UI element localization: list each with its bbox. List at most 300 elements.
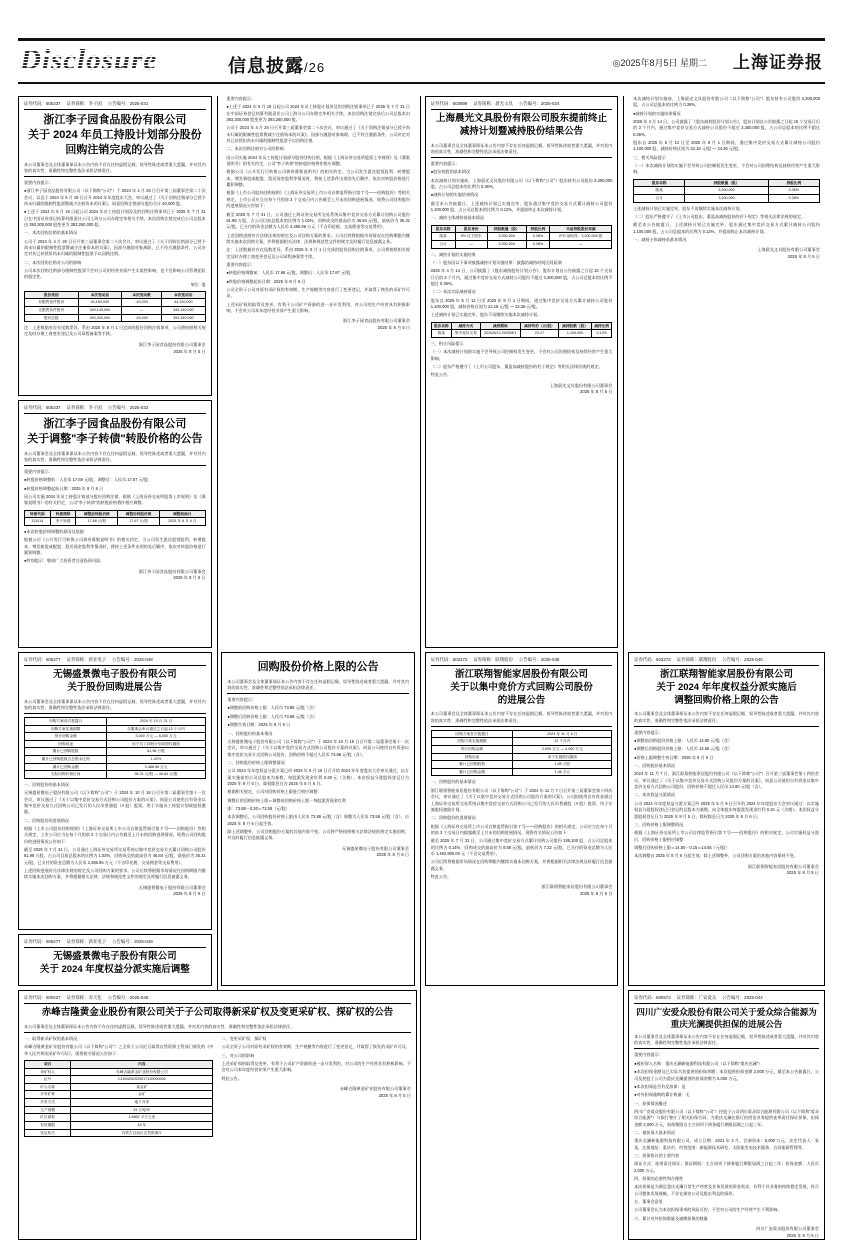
legal-statement: 本公司董事会及全体董事保证本公告内容不存在任何虚假记载、误导性陈述或者重大遗漏，并对其内容的真实性、准确性和完整性依法承担法律责任。 [24, 162, 206, 177]
paragraph: ●本次转股价格调整的原因及依据 [24, 528, 84, 534]
row-header: 矿山名称 [25, 1083, 71, 1091]
paragraph: 上述回购进展符合法律法规的规定及公司回购方案的要求。公司后续将根据市场情况在回购期限内继续实施本次回购方案，并将根据相关法律、法规和规范性文件的规定及时履行信息披露义务。 [226, 232, 411, 244]
paragraph: 二、本次回购注销对公司的影响 [24, 259, 82, 265]
paragraph: 截至本公告披露日，上述减持计划已实施完毕，股东通过集中竞价交易方式累计减持公司股份 1,100,000 股，占公司总股本的比例为 0.12%，并提前终止本次减持计划。 [633, 222, 820, 234]
paragraph: 五、董事会意见 [634, 1199, 663, 1204]
article-mgstationery-reduction [425, 96, 619, 648]
table-row [25, 1121, 213, 1129]
paragraph: 四、担保的必要性和合理性 [634, 1175, 684, 1181]
cell: 2024 年 11 月 8 日 [513, 730, 612, 738]
security-name: 证券简称：李子园 [66, 405, 102, 410]
masthead-brand-cn [228, 52, 325, 78]
paragraph: 根据《上海证券交易所上市公司自律监管指引第 7 号——回购股份》的相关规定，公司应当在每个月的前 3 个交易日内披露截至上月末的回购进展情况，现将有关情况公告如下： [430, 823, 613, 835]
paragraph: 根据公司《公开发行可转换公司债券募集说明书》的相关约定，当公司发生派送股票股利、转增股本、增发新股或配股、派送现金股利等情况时，将按上述条件出现的先后顺序，依次对转股价格进行累积调整。 [24, 537, 206, 555]
column-header: 股东名称 [431, 322, 451, 330]
paragraph: ●浙江李子园食品股份有限公司（以下简称"公司"）于 2024 年 4 月 26 日召开第三届董事会第二十次会议、以及于 2024 年 5 月 19 日召开 2024 年年度股东大会，审议通过了《关于回购注销部分已授予尚未归属的限制性股票暨减少注册资本的议案》，同意回购注销部分股份合计 40,000 股。 [24, 188, 206, 206]
cell: 12 个月内 [513, 738, 612, 746]
paragraph: 二、减持计划的实施结果 [430, 251, 476, 257]
cell: 用于员工持股计划或股权激励 [107, 740, 205, 748]
signature: 四川广安爱众股份有限公司董事会 2025 年 8 月 5 日 [756, 1226, 819, 1238]
paragraph: 调整后回购价格上限＝14.80－0.15＝14.65（元/股） [634, 844, 730, 850]
security-code: 证券代码：603899 [430, 101, 468, 106]
row-header: 回购方案首次披露日 [25, 717, 107, 725]
row-header: 开采方式 [25, 1099, 71, 1107]
announcement-no: 公告编号：2025-048 [112, 657, 153, 662]
row-header: 预计回购金额 [25, 733, 107, 741]
table-row [431, 330, 612, 338]
paragraph: 特此公告。 [430, 873, 452, 879]
table-row [25, 740, 206, 748]
paragraph: （二）股东严格遵守了《上市公司股东、董监高减持股份的若干规定》等相关法律法规的规定。 [430, 363, 603, 369]
table-row [431, 730, 612, 738]
column-header: 本次变动数 [122, 291, 162, 299]
paragraph: 因公司实施 2024 年员工持股计划部分股份回购注销，根据《上海证券交易所股票上市规则》及《募集说明书》的有关约定，公司"李子转债"的转股价格将作相应调整。 [226, 154, 411, 167]
paragraph: 重庆光澜新能源科技有限公司，成立日期：2021 年 3 月，注册资本：5,000 万元，法定代表人：张某，注册地址：重庆市，经营范围：新能源技术研发、太阳能发电技术服务、合同能源管理等。 [634, 1138, 819, 1150]
cell: 赤峰吉隆黄金矿业股份有限公司 [71, 1068, 213, 1076]
column-header: 股东名称 [634, 179, 685, 187]
article-code-line [24, 657, 206, 666]
column-header: 股东身份 [455, 225, 487, 233]
paragraph: 二、回购股份的进展情况 [430, 815, 476, 821]
article-code-line [24, 939, 206, 948]
table-row [25, 756, 206, 764]
paragraph: 上述采矿权的取得及变更，有利于公司矿产资源的进一步开发利用，对公司的生产经营具有积极影响，不会对公司本年度经营业绩产生重大影响。 [221, 1060, 411, 1073]
row-header: 累计已回购股数占总股本比例 [25, 756, 107, 764]
column-header: 减持股数（股） [559, 322, 592, 330]
row-header: 矿区面积 [25, 1114, 71, 1122]
article-title: 四川广安爱众股份有限公司关于爱众综合能源为重庆光澜提供担保的进展公告 [636, 1007, 817, 1029]
cell: 合计 [431, 240, 455, 248]
table-row [431, 761, 612, 769]
paragraph: 2025 年 4 月 14 日，公司披露了《股东减持股份计划公告》，股东计划自公告披露之日起 15 个交易日后的 3 个月内，通过集中竞价交易方式减持公司股份不超过 3,300,000 股，占公司总股本的比例不超过 0.36%。 [430, 268, 613, 286]
paragraph: 公司 2024 年年度权益分派方案已经 2025 年 5 月 9 日召开的 2024 年年度股东大会审议通过：以实施权益分派股权登记日登记的总股本为基数，向全体股东每股派发现金红利 0.15 元（含税）。本次权益分派股权登记日为 2025 年 8 月 5 日，除权除息日为 2025 年 8 月 6 日。 [634, 800, 819, 819]
legal-statement: 本公司董事会及全体董事保证本公告内容不存在任何虚假记载、误导性陈述或者重大遗漏，并对其内容的真实性、准确性和完整性依法承担法律责任。 [24, 699, 206, 714]
paragraph: 根据《上市公司股份回购规则》《上海证券交易所上市公司自律监管指引第 7 号——回购股份》等相关规定，上市公司应当在每个月的前 3 个交易日内公告截至上月末的回购进展情况。现将公司回购股份的进展情况公告如下： [24, 825, 206, 844]
paragraph: 二、本次回购注销对公司的影响 [226, 146, 284, 152]
paragraph: 一、回购股份基本情况 [634, 763, 676, 769]
paragraph: 上述减持计划已实施完毕，股东不再继续实施本次减持计划。 [633, 205, 744, 211]
conversion-price-table [24, 510, 206, 526]
paragraph: 无锡盛景微电子股份有限公司（以下简称"公司"）于 2024 年 10 月 18 日召开第二届董事会第十一次会议，审议通过了《关于以集中竞价交易方式回购公司股份方案的议案》，同意公司使用自有资金以集中竞价交易方式回购公司已发行的人民币普通股（A 股）股票，用于实施员工持股计划或股权激励。 [24, 790, 206, 815]
security-name: 证券简称：联翔股份 [676, 657, 717, 662]
column-header: 减持方式 [452, 322, 481, 330]
signature: 无锡盛景微电子股份有限公司董事会 2025 年 8 月 5 日 [342, 845, 410, 858]
cell: 0.36% [526, 240, 550, 248]
cell: 3,300,000 [487, 240, 526, 248]
article-title: 无锡盛景微电子股份有限公司 关于股份回购进展公告 [53, 669, 177, 693]
page-grid [18, 96, 825, 1240]
paragraph: 重要内容提示： [226, 261, 256, 267]
column-header: 转债简称 [50, 510, 76, 518]
paragraph: 一、回购股份的基本情况 [24, 781, 70, 787]
cell: 0.36% [768, 195, 819, 203]
security-name: 证券简称：晨光文具 [473, 101, 513, 106]
article-liziyuan-continued [221, 96, 415, 648]
column-2 [221, 96, 415, 1240]
column-header: 当前持股股份来源 [550, 225, 612, 233]
paragraph: 截至 2025 年 7 月 31 日，公司通过上海证券交易所交易系统以集中竞价交易方式累计回购公司股份 81.98 万股，占公司目前总股本的比例为 1.02%，回购成交的最高价为 46.84 元/股，最低价为 36.31 元/股，已支付的资金总额为人民币 3,486.96 万元（不含印花税、交易佣金等交易费用）。 [226, 211, 411, 230]
cell: 349,140,000 [78, 306, 122, 314]
cell: 0.12% [592, 330, 612, 338]
cell: 内蒙古自治区自然资源厅 [71, 1129, 213, 1137]
paragraph: 重要内容提示： [24, 179, 53, 185]
paragraph: （二）本次实际减持情况 [430, 289, 476, 295]
paragraph: 重要内容提示： [634, 1052, 663, 1058]
paragraph: 上述减持计划已实施完毕，股东不再继续实施本次减持计划。 [430, 312, 542, 318]
table-row [25, 314, 206, 322]
table-row [25, 1068, 213, 1076]
paragraph: 公司全资子公司对原有采矿权的有效期、生产规模等内容进行了变更登记，并取得了换发的采矿许可证。 [221, 1044, 410, 1050]
paragraph: ●调整前回购股份价格上限：人民币 14.80 元/股（含） [634, 738, 733, 744]
paragraph: ●对外担保逾期的累计数量：无 [634, 1092, 690, 1098]
cell: 1.02% [107, 756, 205, 764]
cell: C1504002025017120000000 [71, 1076, 213, 1084]
reduction-result-table [431, 322, 613, 338]
masthead [18, 38, 825, 84]
legal-statement: 本公司董事会及全体董事保证本公告内容不存在任何虚假记载、误导性陈述或者重大遗漏，并对其内容的真实性、准确性和完整性依法承担法律责任。 [634, 1034, 819, 1049]
paragraph: 本次调整后，公司回购股份价格上限由人民币 73.88 元/股（含）调整为人民币 73.58 元/股（含），自 2025 年 8 月 6 日起生效。 [227, 814, 410, 826]
column-header: 项目 [25, 1060, 71, 1068]
paragraph: 即：73.88－0.30＝73.58（元/股） [227, 805, 290, 811]
cell: -40,000 [122, 314, 162, 322]
cell: 1,100,000 [559, 330, 592, 338]
paragraph: 一、本次回购注销的基本情况 [24, 230, 78, 236]
cell: — [550, 240, 612, 248]
signature: 上海晨光文具股份有限公司董事会 2025 年 8 月 5 日 [757, 247, 820, 260]
cell: 3,000 万元 — 6,000 万元 [107, 733, 205, 741]
column-header: 调整前转股价格 [76, 510, 118, 518]
cell: 陈某 [634, 187, 685, 195]
cell: 李子转债 [50, 518, 76, 526]
paragraph: ●本次担保金额及已实际为其提供的担保余额：本次提供担保金额 2,000 万元，截至本公告披露日，公司及控股子公司为重庆光澜提供的担保余额为 5,000 万元。 [634, 1069, 819, 1081]
security-name: 证券简称：新亚电子 [66, 939, 107, 944]
table-row [25, 1114, 213, 1122]
paragraph: 六、累计对外担保数量及逾期担保的数量 [634, 1215, 708, 1221]
security-code: 证券代码：603272 [634, 657, 671, 662]
signature: 浙江联翔智能家居股份有限公司董事会 2025 年 8 月 5 日 [747, 863, 819, 876]
article-code-line [24, 405, 206, 414]
column-header: 本次变动后 [161, 291, 205, 299]
cell: 81,98 万股 [107, 748, 205, 756]
table-row [25, 1091, 213, 1099]
table-row [25, 733, 206, 741]
column-header: 本次变动前 [78, 291, 122, 299]
table-row [431, 753, 612, 761]
cell: 393,260,000 [161, 314, 205, 322]
column-header: 持股数量（股） [685, 179, 768, 187]
paragraph: 一、取得新采矿权的基本情况 [24, 1035, 78, 1041]
cell: — [455, 240, 487, 248]
cell: 36.31 元/股 — 46.84 元/股 [107, 771, 205, 779]
article-code-line [24, 101, 206, 110]
table-row [25, 1076, 213, 1084]
signature: 浙江李子园食品股份有限公司董事会 2025 年 8 月 5 日 [138, 568, 206, 581]
announcement-no: 公告编号：2025-031 [107, 101, 149, 106]
paragraph: 重要内容提示： [634, 729, 663, 735]
table-row [25, 771, 206, 779]
column-header: 股份类别 [25, 291, 79, 299]
article-buyback-price-cap [221, 652, 415, 986]
cell: 金矿 [71, 1091, 213, 1099]
cell: 自董事会审议通过之日起 12 个月内 [107, 725, 205, 733]
masthead-paper-name: 上海证券报 [733, 53, 823, 72]
paragraph: 一、减持主体减持前基本情况 [430, 215, 484, 221]
article-title: 浙江李子园食品股份有限公司 关于调整"李子转债"转股价格的公告 [27, 418, 203, 445]
cell: IPO 前取得：3,300,000 股 [550, 233, 612, 241]
cell: 3,486.96 万元 [107, 763, 205, 771]
paragraph: 股东自 2025 年 5 月 12 日至 2025 年 8 月 1 日期间，通过集中竞价交易方式累计减持公司股份 1,100,000 股，减持价格区间为 22.18 元/股 — 24.36 元/股。 [430, 297, 613, 309]
row-header: 证号 [25, 1076, 71, 1084]
column-header: 调整后转股价格 [118, 510, 160, 518]
cell: 17.67 元/股 [118, 518, 160, 526]
table-row [431, 233, 612, 241]
cell: 44,120,000 [161, 299, 205, 307]
paragraph: 因公司实施 2024 年员工持股计划部分股份回购注销，根据《上海证券交易所股票上市规则》及《募集说明书》的有关约定，公司"李子转债"的转股价格将作相应调整。 [24, 494, 206, 506]
row-header: 发证机关 [25, 1129, 71, 1137]
table-row [25, 717, 206, 725]
table-row [431, 745, 612, 753]
row-header: 累计已回购金额 [431, 768, 513, 776]
paragraph: 公司于 2024 年 4 月 26 日召开第三届董事会第二十次会议，审议通过了《关于回购注销部分已授予尚未归属的限制性股票暨减少注册资本的议案》，因部分激励对象离职，已不符合激励条件，公司决定对其已获授但尚未归属的限制性股票予以回购注销。 [24, 238, 206, 257]
cell: — [122, 306, 162, 314]
paragraph: 根据相关规定，公司对回购价格上限进行相应调整： [227, 789, 322, 795]
column-header: 调整起始日 [159, 510, 205, 518]
paragraph: ●被担保人名称：重庆光澜新能源科技有限公司（以下简称"重庆光澜"） [634, 1060, 763, 1066]
paragraph: 四川广安爱众股份有限公司（以下简称"公司"）控股子公司四川爱众综合能源有限公司（以下简称"爱众综合能源"）与银行签订了相关担保合同，为重庆光澜在银行的授信业务提供连带责任保证担保，担保金额 2,000 万元，担保期限自主合同项下债务履行期限届满之日起三年。 [634, 1108, 819, 1127]
announcement-no: 公告编号：2025-049 [112, 939, 153, 944]
cell: 3,300,000 [487, 233, 526, 241]
article-title: 上海晨光文具股份有限公司股东提前终止减持计划暨减持股份结果公告 [436, 113, 608, 137]
cell: 2025 年 8 月 6 日 [159, 518, 205, 526]
signature: 浙江联翔智能家居股份有限公司董事会 2025 年 8 月 5 日 [541, 884, 613, 896]
paragraph: 2025 年 4 月 14 日，公司披露了《股东减持股份计划公告》，股东计划自公告披露之日起 15 个交易日后的 3 个月内，通过集中竞价交易方式减持公司股份不超过 3,300,000 股，占公司总股本的比例不超过 0.36%。 [633, 119, 820, 137]
paragraph: （一）股东因以下事项披露减持计划实施结果：披露的减持时间区间届满 [430, 259, 562, 265]
share-change-table [24, 291, 206, 323]
security-code: 证券代码：605277 [24, 939, 61, 944]
masthead-date: ◎2025年8月5日 星期二 [612, 58, 707, 68]
paragraph: 注：上述数据若存在尾数差异，系由 2025 年 8 月 1 日完成的股份回购注销事项，公司将按照相关规定及时办理工商变更登记及公司章程备案等手续。 [226, 247, 411, 259]
row-header: 回购方案实施期限 [431, 738, 513, 746]
cell: 3,300,000 [685, 195, 768, 203]
signature: 上海晨光文具股份有限公司董事会 2025 年 8 月 5 日 [549, 382, 613, 395]
signature: 赤峰吉隆黄金矿业股份有限公司董事会 2025 年 8 月 5 日 [339, 1086, 411, 1098]
cell: 2024 年 10 月 21 日 [107, 717, 205, 725]
article-liziyuan-buyback [18, 96, 212, 396]
paragraph: ●转股价格调整起始日期：2025 年 8 月 6 日 [226, 278, 306, 284]
cell: 0.36% [768, 187, 819, 195]
paragraph: 二、本次权益分派情况 [634, 792, 676, 798]
paragraph: 二、回购股份价格上限调整情况 [227, 759, 285, 765]
legal-statement: 本公司董事会及全体董事保证本公告内容不存在任何虚假记载、误导性陈述或者重大遗漏，并对其内容的真实性、准确性和完整性依法承担法律责任。 [24, 1024, 411, 1033]
paragraph: 截至 2025 年 7 月 31 日，公司通过集中竞价交易方式累计回购公司股份 185,100 股，占公司总股本的比例为 0.14%，回购成交的最高价为 8.58 元/股，最低价为 7.22 元/股，已支付的资金总额为人民币 1,462,900.00 元（不含交易费用）。 [430, 838, 613, 856]
paragraph: 本次减持计划实施前，上海晨光文具股份有限公司（以下简称"公司"）股东持有公司股份 3,300,000 股，占公司总股本的比例为 0.36%。 [633, 96, 820, 108]
cell: 3,300,000 [685, 187, 768, 195]
cell: 1.9852 平方公里 [71, 1114, 213, 1122]
announcement-no: 公告编号：2025-044 [722, 995, 763, 1000]
legal-statement: 本公司董事会及全体董事保证本公告内容不存在任何虚假记载、误导性陈述或者重大遗漏，并对其内容的真实性、准确性和完整性依法承担法律责任。 [634, 711, 819, 726]
signature: 浙江李子园食品股份有限公司董事会 2025 年 8 月 5 日 [343, 318, 411, 331]
row-header: 预计回购金额 [431, 745, 513, 753]
cell: 15 年 [71, 1121, 213, 1129]
paragraph: 股东自 2025 年 5 月 12 日至 2025 年 8 月 1 日期间，通过集中竞价交易方式累计减持公司股份 1,100,000 股，减持价格区间为 22.18 元/股 — 24.36 元/股。 [633, 140, 820, 152]
table-row [25, 518, 206, 526]
table-unit: 单位：股 [190, 282, 206, 287]
cell: 合计 [634, 195, 685, 203]
announcement-no: 公告编号：2025-024 [518, 101, 560, 106]
article-title: 浙江联翔智能家居股份有限公司 关于以集中竞价方式回购公司股份 的进展公告 [450, 669, 593, 706]
legal-statement: 本公司董事会及全体董事保证本公告内容不存在任何虚假记载、误导性陈述或者重大遗漏，并对其内容的真实性、准确性和完整性依法承担法律责任。 [227, 679, 409, 694]
column-header: 减持比例 [592, 322, 612, 330]
cell: 0.36% [526, 233, 550, 241]
masthead-page-label: /26 [304, 60, 326, 75]
legal-statement: 本公司董事会及全体董事保证本公告内容不存在任何虚假记载、误导性陈述或者重大遗漏，并对其内容的真实性、准确性和完整性依法承担法律责任。 [431, 143, 613, 158]
row-header: 实际回购价格区间 [25, 771, 107, 779]
cell: 5% 以下股东 [455, 233, 487, 241]
article-code-line [431, 657, 613, 666]
paragraph: ●减持计划的实施结果情况 [633, 110, 681, 116]
paragraph: 三、对公司的影响 [221, 1052, 255, 1058]
shareholder-detail-table [633, 179, 820, 203]
article-lianxiang-price-adjust [628, 652, 825, 986]
paragraph: ●调整前回购价格上限：人民币 73.88 元/股（含） [227, 705, 318, 711]
column-4 [628, 96, 825, 1240]
cell: 17.68 元/股 [76, 518, 118, 526]
paragraph: 本次减持计划实施前，上海晨光文具股份有限公司（以下简称"公司"）股东持有公司股份 3,300,000 股，占公司总股本的比例为 0.36%。 [430, 177, 613, 189]
cell: 2025/5/12-2025/8/1 [480, 330, 520, 338]
paragraph: 上述采矿权的取得及变更，有利于公司矿产资源的进一步开发利用，对公司的生产经营具有积极影响，不会对公司本年度经营业绩产生重大影响。 [226, 301, 411, 313]
article-title: 回购股份价格上限的公告 [257, 661, 379, 673]
row-header: 回购方案实施期限 [25, 725, 107, 733]
column-header: 内容 [71, 1060, 213, 1068]
paragraph: ●价格上限调整生效日期：2025 年 8 月 6 日 [634, 754, 714, 760]
masthead-brand-en: Disclosure [20, 44, 158, 76]
paragraph: 无锡盛景微电子股份有限公司（以下简称"公司"）于 2024 年 10 月 18 日召开第二届董事会第十一次会议，审议通过了《关于以集中竞价交易方式回购公司股份方案的议案》，同意公司使用自有资金以集中竞价交易方式回购公司股份，回购价格不超过人民币 73.88 元/股（含）。 [227, 738, 410, 757]
paragraph: ●特别提示：敬请广大投资者注意投资风险。 [24, 558, 105, 564]
paragraph: ●转股价格调整前：人民币 17.68 元/股，调整后：人民币 17.67 元/股 [24, 477, 148, 483]
column-header: 持股比例 [526, 225, 550, 233]
security-name: 证券简称：李子园 [66, 101, 102, 106]
paragraph: 公司本次回购注销部分限制性股票不会对公司的经营业绩产生实质性影响，也不会影响公司管理团队的稳定性。 [24, 267, 206, 280]
column-header: 持股数量（股） [487, 225, 526, 233]
announcement-no: 公告编号：2025-039 [518, 657, 560, 662]
signature: 浙江李子园食品股份有限公司董事会 2025 年 8 月 5 日 [138, 341, 206, 354]
security-name: 证券简称：赤天化 [66, 995, 102, 1000]
cell: 111014 [25, 518, 51, 526]
paragraph: 一、回购股份的基本情况 [430, 779, 476, 785]
column-header: 减持期间 [480, 322, 520, 330]
paragraph: ●调整后回购股份价格上限：人民币 14.65 元/股（含） [634, 746, 733, 752]
row-header: 累计已回购股数 [431, 761, 513, 769]
cell: 陈某 [431, 233, 455, 241]
paragraph: 公司后续将根据市场情况在回购期限内继续实施本回购方案，并将根据相关法律法规及时履行信息披露义务。 [430, 859, 613, 871]
table-row [25, 748, 206, 756]
table-note: 注：上述数据若存在尾数差异，系由 2025 年 8 月 1 日完成的股份回购注销事项，公司将按照相关规定及时办理工商变更登记及公司章程备案等手续。 [24, 325, 206, 337]
cell: 349,140,000 [161, 306, 205, 314]
masthead-rule-bottom [18, 82, 825, 84]
cell: 集中竞价交易 [452, 330, 481, 338]
shareholder-table [431, 225, 613, 249]
article-lianxiang-buyback-progress [425, 652, 619, 986]
table-row [431, 738, 612, 746]
table-row [25, 1129, 213, 1137]
paragraph: 三、相关风险提示 [430, 340, 464, 346]
masthead-brand-cn-text: 信息披露 [228, 56, 304, 76]
column-divider-2 [420, 96, 421, 1240]
row-header: 有效期限 [25, 1121, 71, 1129]
paragraph: 本次担保是为满足重庆光澜日常生产经营及业务发展的资金需求，有利于其业务的持续稳定发展，符合公司整体发展战略，不存在损害公司及股东利益的情形。 [634, 1184, 819, 1196]
row-header: 采矿权人 [25, 1068, 71, 1076]
paragraph: 三、回购价格上限调整情况 [634, 821, 684, 827]
paragraph: 保证方式：连带责任保证；保证期间：主合同项下债务履行期限届满之日起三年；担保金额：人民币 2,000 万元。 [634, 1161, 819, 1173]
cell: 1,85 万股 [513, 761, 612, 769]
paragraph: 根据《上市公司股份回购规则》《上海证券交易所上市公司自律监管指引第 7 号——回购股份》等相关规定，上市公司应当在每个月的前 3 个交易日内公告截至上月末的回购进展情况。现将公司回购股份的进展情况公告如下： [226, 190, 411, 209]
paragraph: 2024 年 11 月 7 日，浙江联翔智能家居股份有限公司（以下简称"公司"）召开第三届董事会第十四次会议，审议通过了《关于以集中竞价交易方式回购公司股份方案的议案》，同意公司使用自有资金以集中竞价交易方式回购公司股份，回购价格不超过人民币 14.80 元/股（含）。 [634, 771, 819, 790]
paragraph: 一、回购股份的基本情况 [227, 730, 273, 736]
paragraph: 重要内容提示： [24, 468, 53, 474]
column-divider-3 [623, 96, 624, 1240]
paragraph: 截至 2025 年 7 月 31 日，公司通过上海证券交易所交易系统以集中竞价交易方式累计回购公司股份 81.98 万股，占公司目前总股本的比例为 1.02%，回购成交的最高价为 46.84 元/股，最低价为 36.31 元/股，已支付的资金总额为人民币 3,486.96 万元（不含印花税、交易佣金等交易费用）。 [24, 847, 206, 865]
legal-statement: 本公司董事会及全体董事保证本公告内容不存在任何虚假记载、误导性陈述或者重大遗漏，并对其内容的真实性、准确性和完整性依法承担法律责任。 [431, 711, 613, 726]
paragraph: 重要内容提示： [227, 697, 257, 703]
paragraph: 二、被担保人基本情况 [634, 1129, 676, 1135]
security-code: 证券代码：600227 [24, 995, 61, 1000]
paragraph: 公司 2024 年年度权益分派方案已经 2025 年 5 月 16 日召开的 2024 年年度股东大会审议通过，以方案实施前的公司总股本为基数，每股派发现金红利 0.30 元（含税）。本次权益分派股权登记日为 2025 年 8 月 5 日，除权除息日为 2025 年 8 月 6 日。 [227, 768, 410, 786]
paragraph: ●转股价格调整起始日期：2025 年 8 月 6 日 [24, 485, 104, 491]
article-shengjingwei-progress [18, 652, 212, 930]
paragraph: 一、减持主体减持前基本情况 [633, 237, 687, 243]
column-header: 股东名称 [431, 225, 455, 233]
paragraph: ●上述于 2024 年 5 月 19 日起公司 2024 年员工持股计划涉及的回购注销事项已于 2025 年 7 月 31 日在中国证券登记结算有限责任公司上海分公司办理完毕相关手续，本次回购注销完成后公司总股本由 393,300,000 股变更为 393,260,000 股。 [226, 104, 411, 123]
table-row [25, 725, 206, 733]
paragraph: 三、相关风险提示 [633, 154, 666, 160]
article-title: 无锡盛景微电子股份有限公司 关于 2024 年度权益分派实施后调整 [39, 951, 190, 975]
cell: 有限售条件股份 [25, 299, 79, 307]
article-title: 浙江联翔智能家居股份有限公司 关于 2024 年年度权益分派实施后 调整回购价格上限的公告 [656, 669, 797, 706]
paragraph: ●上述于 2024 年 5 月 19 日起公司 2024 年员工持股计划涉及的回购注销事项已于 2025 年 7 月 31 日在中国证券登记结算有限责任公司上海分公司办理完毕相关手续，本次回购注销完成后公司总股本由 393,300,000 股变更为 393,260,000 股。 [24, 209, 206, 227]
announcement-no: 公告编号：2025-046 [107, 995, 149, 1000]
buyback-summary-table [431, 730, 613, 777]
announcement-no: 公告编号：2025-040 [722, 657, 763, 662]
paragraph: 调整后的回购价格上限＝调整前回购价格上限－每股派发现金红利 [227, 797, 347, 803]
column-3 [425, 96, 619, 1240]
cell: 2,000 万元 — 4,000 万元 [513, 745, 612, 753]
table-row [25, 763, 206, 771]
paragraph: 重要内容提示： [430, 160, 460, 166]
security-name: 证券简称：联翔股份 [473, 657, 513, 662]
row-header: 生产规模 [25, 1106, 71, 1114]
paragraph: ●减持计划的实施结果情况 [430, 192, 479, 198]
table-row [634, 195, 820, 203]
row-header: 累计已回购金额 [25, 763, 107, 771]
cell: 陈某 [431, 330, 451, 338]
signature: 无锡盛景微电子股份有限公司董事会 2025 年 8 月 5 日 [138, 884, 206, 897]
cell: 用于实施股权激励 [513, 753, 612, 761]
article-liziyuan-convertible [18, 400, 212, 648]
paragraph: 浙江联翔智能家居股份有限公司（以下简称"公司"）于 2024 年 11 月 7 日召开第三届董事会第十四次会议，审议通过了《关于以集中竞价交易方式回购公司股份方案的议案》。公司拟使用自有资金通过上海证券交易所交易系统以集中竞价交易方式回购公司已发行的人民币普通股（A 股）股票，用于实施股权激励计划。 [430, 787, 613, 812]
table-row [431, 240, 612, 248]
paragraph: ●转股价格调整前：人民币 17.68 元/股，调整后：人民币 17.67 元/股 [226, 270, 351, 276]
cell: 某金矿 [71, 1083, 213, 1091]
paragraph: 特此公告。 [221, 1075, 242, 1081]
cell: 无限售条件股份 [25, 306, 79, 314]
table-row [25, 299, 206, 307]
paragraph: 赤峰吉隆黄金矿业股份有限公司（以下简称"公司"）之全资子公司近日取得自然资源主管部门颁发的《中华人民共和国采矿许可证》，现将相关情况公告如下： [24, 1044, 214, 1056]
article-shengjingwei-dividend-adjust [18, 934, 212, 986]
paragraph: （二）股东严格遵守了《上市公司股东、董监高减持股份的若干规定》等相关法律法规的规定。 [633, 214, 806, 219]
paragraph: 二、回购股份的进展情况 [24, 817, 70, 823]
row-header: 累计已回购股数 [25, 748, 107, 756]
column-header: 持股比例 [768, 179, 819, 187]
